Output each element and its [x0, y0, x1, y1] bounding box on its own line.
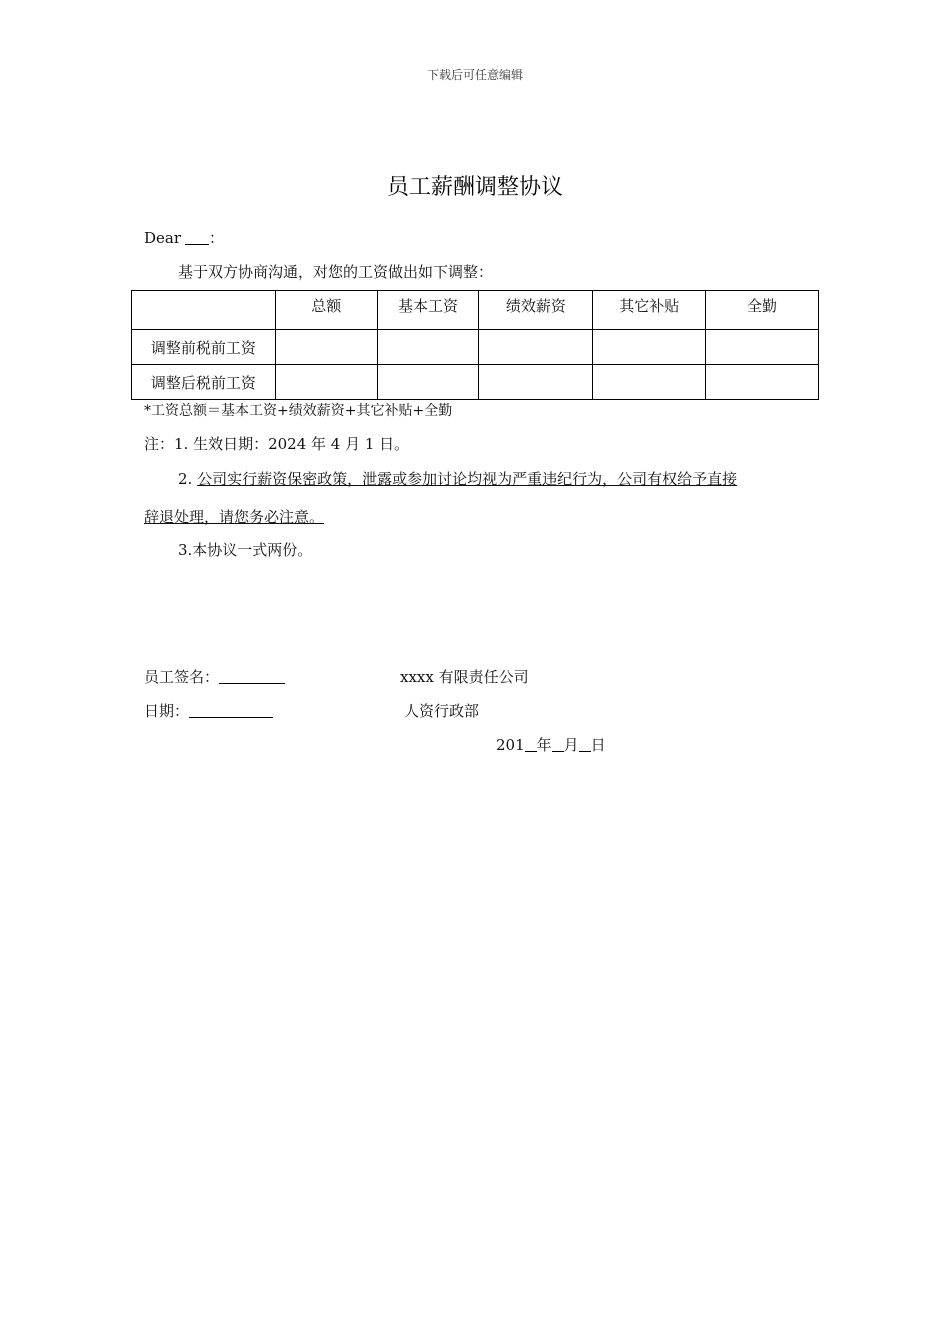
employee-date: [144, 700, 273, 721]
table-cell: [377, 365, 479, 400]
date-label: 日期：: [144, 702, 190, 720]
table-header-row: [132, 291, 819, 330]
year-blank: [525, 736, 537, 752]
table-header-cell: 总额: [275, 291, 377, 330]
employee-signature-label: 员工签名：: [144, 668, 220, 686]
formula-note: *工资总额＝基本工资+绩效薪资+其它补贴+全勤: [144, 403, 453, 419]
table-cell: [593, 365, 706, 400]
table-cell: [706, 330, 819, 365]
year-char: 年: [536, 736, 552, 754]
row-label: 调整后税前工资: [132, 365, 276, 400]
year-prefix: 201: [496, 736, 525, 754]
note-number: 2.: [178, 470, 198, 488]
confidentiality-text-line2: 辞退处理，请您务必注意。: [144, 508, 325, 526]
note-confidentiality: [178, 468, 737, 489]
company-name: xxxx 有限责任公司: [400, 668, 529, 686]
company-date: [496, 734, 606, 755]
table-cell: [593, 330, 706, 365]
table-cell: [377, 330, 479, 365]
row-label: 调整前税前工资: [132, 330, 276, 365]
month-blank: [552, 736, 564, 752]
day-blank: [579, 736, 591, 752]
salary-table: [131, 290, 819, 400]
table-row: [132, 365, 819, 400]
confidentiality-text-line1: 公司实行薪资保密政策，泄露或参加讨论均视为严重违纪行为，公司有权给予直接: [197, 470, 738, 488]
table-header-cell: 基本工资: [377, 291, 479, 330]
table-row: [132, 330, 819, 365]
date-blank: [189, 702, 273, 718]
salutation-colon: ：: [209, 229, 225, 247]
table-cell: [275, 365, 377, 400]
note-confidentiality-continued: [144, 506, 324, 527]
table-header-cell: 其它补贴: [593, 291, 706, 330]
salutation: [144, 227, 224, 248]
table-header-cell: 全勤: [706, 291, 819, 330]
employee-signature: [144, 666, 285, 687]
table-cell: [479, 330, 593, 365]
table-cell: [706, 365, 819, 400]
note-copies: 3.本协议一式两份。: [178, 541, 313, 559]
table-header-cell: [132, 291, 276, 330]
intro-text: 基于双方协商沟通，对您的工资做出如下调整：: [178, 263, 494, 281]
day-char: 日: [590, 736, 606, 754]
document-title: 员工薪酬调整协议: [386, 175, 563, 200]
month-char: 月: [563, 736, 579, 754]
recipient-blank: [185, 229, 209, 245]
table-cell: [275, 330, 377, 365]
table-header-cell: 绩效薪资: [479, 291, 593, 330]
department-name: 人资行政部: [404, 702, 480, 720]
header-note: 下载后可任意编辑: [426, 68, 523, 82]
signature-blank: [219, 668, 285, 684]
salutation-text: Dear: [144, 229, 182, 247]
table-cell: [479, 365, 593, 400]
note-effective-date: 注：1. 生效日期：2024 年 4 月 1 日。: [144, 435, 410, 453]
